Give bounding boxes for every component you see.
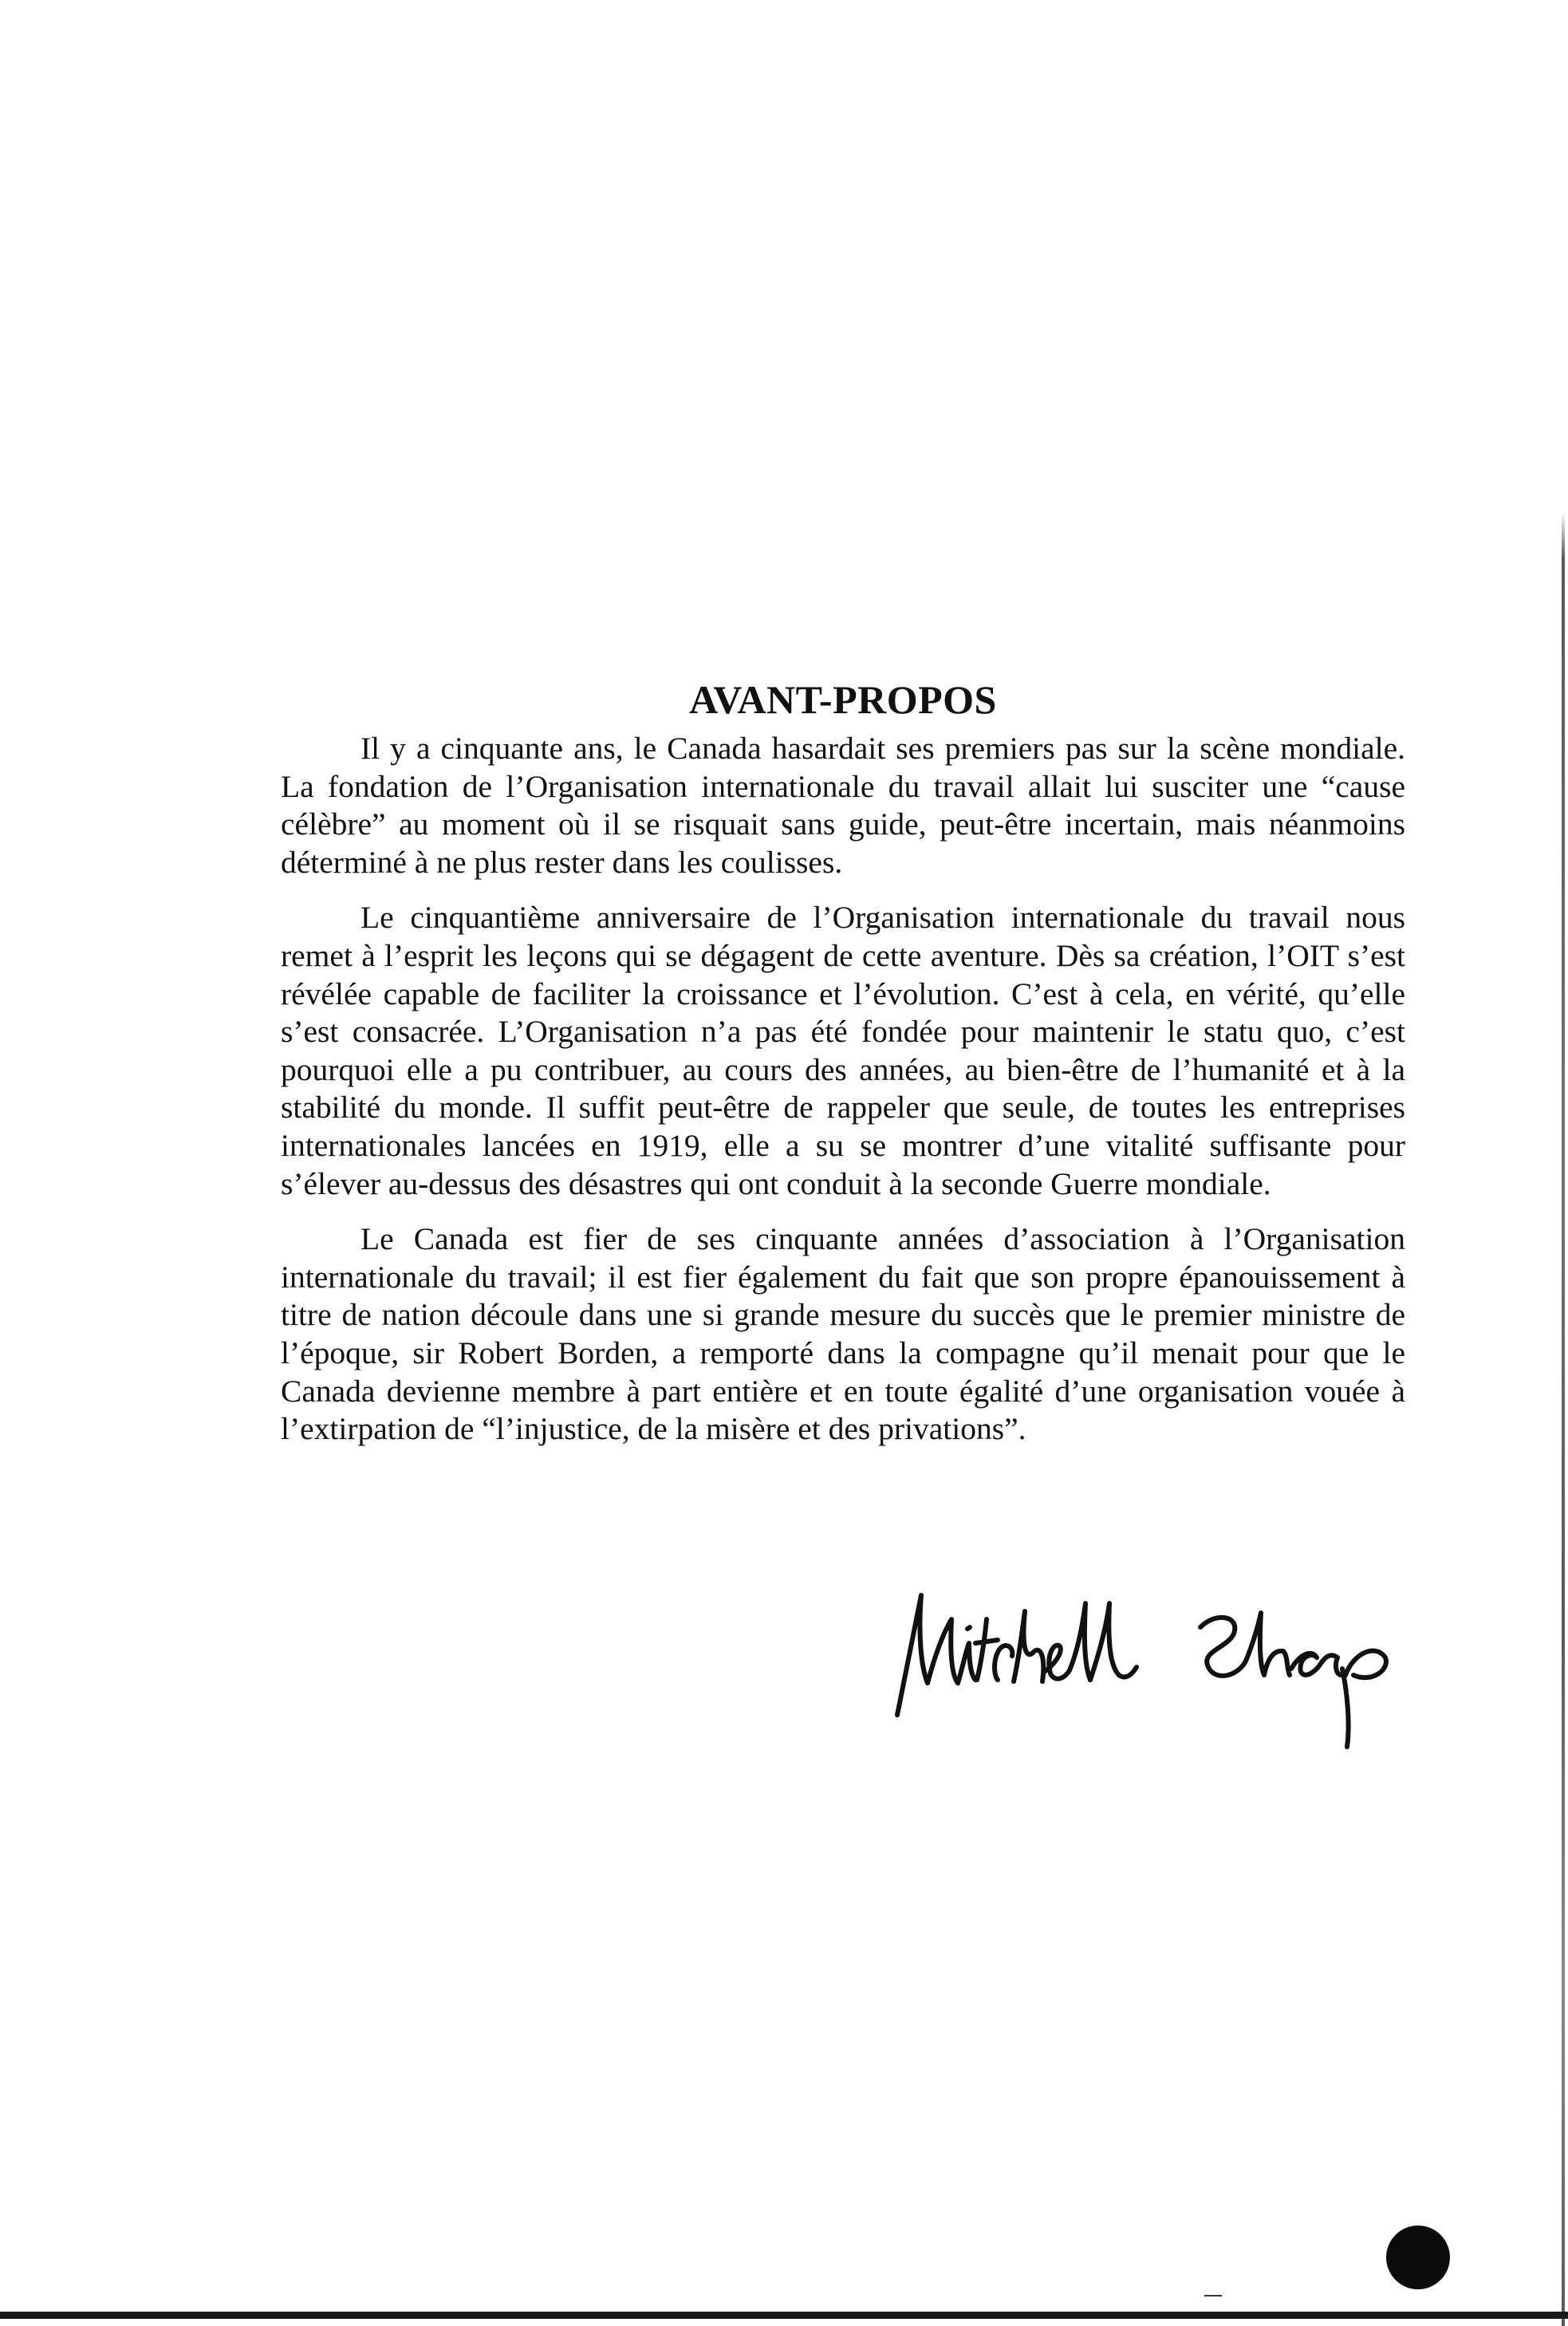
bottom-border (0, 2312, 1568, 2319)
paragraph-3: Le Canada est fier de ses cinquante années d’association à l’Organisation internationale du travail; il est fier également du fait que son propre épanouissement à titre de nation découle dans une si grande mesure du succès que le premier ministre de l’époque, sir Robert Borden, a remporté dans la compagne qu’il menait pour que le Canada devienne membre à part entière et en toute égalité d’une organisation vouée à l’extirpation de “l’injustice, de la misère et des privations”. (281, 1221, 1405, 1447)
page-edge-shadow (1562, 0, 1565, 2326)
paragraph-2: Le cinquantième anniversaire de l’Organisation internationale du travail nous remet à l’esprit les leçons qui se dégagent de cette aventure. Dès sa création, l’OIT s’est révélée capable de faciliter la croissance et l’évolution. C’est à cela, en vérité, qu’elle s’est consacrée. L’Organisation n’a pas été fondée pour maintenir le statu quo, c’est pourquoi elle a pu contribuer, au cours des années, au bien-être de l’humanité et à la stabilité du monde. Il suffit peut-être de rappeler que seule, de toutes les entreprises internationales lancées en 1919, elle a su se montrer d’une vitalité suffisante pour s’élever au-dessus des désastres qui ont conduit à la seconde Guerre mondiale. (281, 900, 1405, 1201)
paragraph-1: Il y a cinquante ans, le Canada hasardait ses premiers pas sur la scène mondiale. La fondation de l’Organisation internationale du travail allait lui susciter une “cause célèbre” au moment où il se risquait sans guide, peut-être incertain, mais néanmoins déterminé à ne plus rester dans les coulisses. (281, 731, 1405, 880)
signature-drawing (865, 1563, 1440, 1755)
foreword-body (281, 730, 1405, 1466)
punch-hole-mark (1386, 2225, 1450, 2289)
page-title: AVANT-PROPOS (689, 677, 997, 722)
scan-artifact (1204, 2295, 1222, 2296)
handwritten-signature (865, 1563, 1440, 1755)
